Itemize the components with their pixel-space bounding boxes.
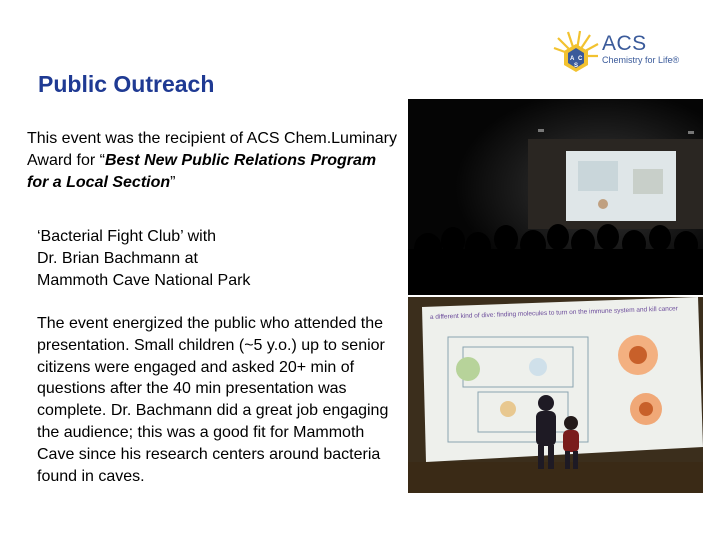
event-info xyxy=(37,226,367,292)
intro-text: This event was the recipient of ACS Chem.Luminary Award for “ xyxy=(27,130,397,169)
logo-tagline: Chemistry for Life® xyxy=(602,55,680,65)
award-name: Best New Public Relations Program for a Local Section xyxy=(27,152,377,191)
logo-mark-letter: C xyxy=(578,56,583,62)
intro-paragraph xyxy=(27,128,397,194)
event-line: ‘Bacterial Fight Club’ with xyxy=(37,228,217,245)
logo-mark-letter: A xyxy=(570,56,575,62)
logo-mark-letter: S xyxy=(574,63,579,69)
auditorium-photo xyxy=(408,99,703,295)
event-line: Dr. Brian Bachmann at xyxy=(37,250,198,267)
presentation-screen-photo xyxy=(408,297,703,493)
event-line: Mammoth Cave National Park xyxy=(37,272,251,289)
intro-closing-quote: ” xyxy=(170,174,176,191)
acs-logo xyxy=(552,30,692,86)
slide-title: Public Outreach xyxy=(38,71,215,97)
logo-wordmark: ACS xyxy=(602,32,647,55)
acs-hexagon-icon xyxy=(552,30,600,82)
screen-heading: a different kind of dive: finding molecules to turn on the immune system and kill cancer xyxy=(429,305,679,321)
event-description: The event energized the public who attended the presentation. Small children (~5 y.o.) up to senior citizens were engaged and asked 20+ min of questions after the 40 min presentation was complete. Dr. Bachmann did a great job engaging the audience; this was a good fit for Mammoth Cave since his research centers around bacteria found in caves. xyxy=(37,315,389,485)
